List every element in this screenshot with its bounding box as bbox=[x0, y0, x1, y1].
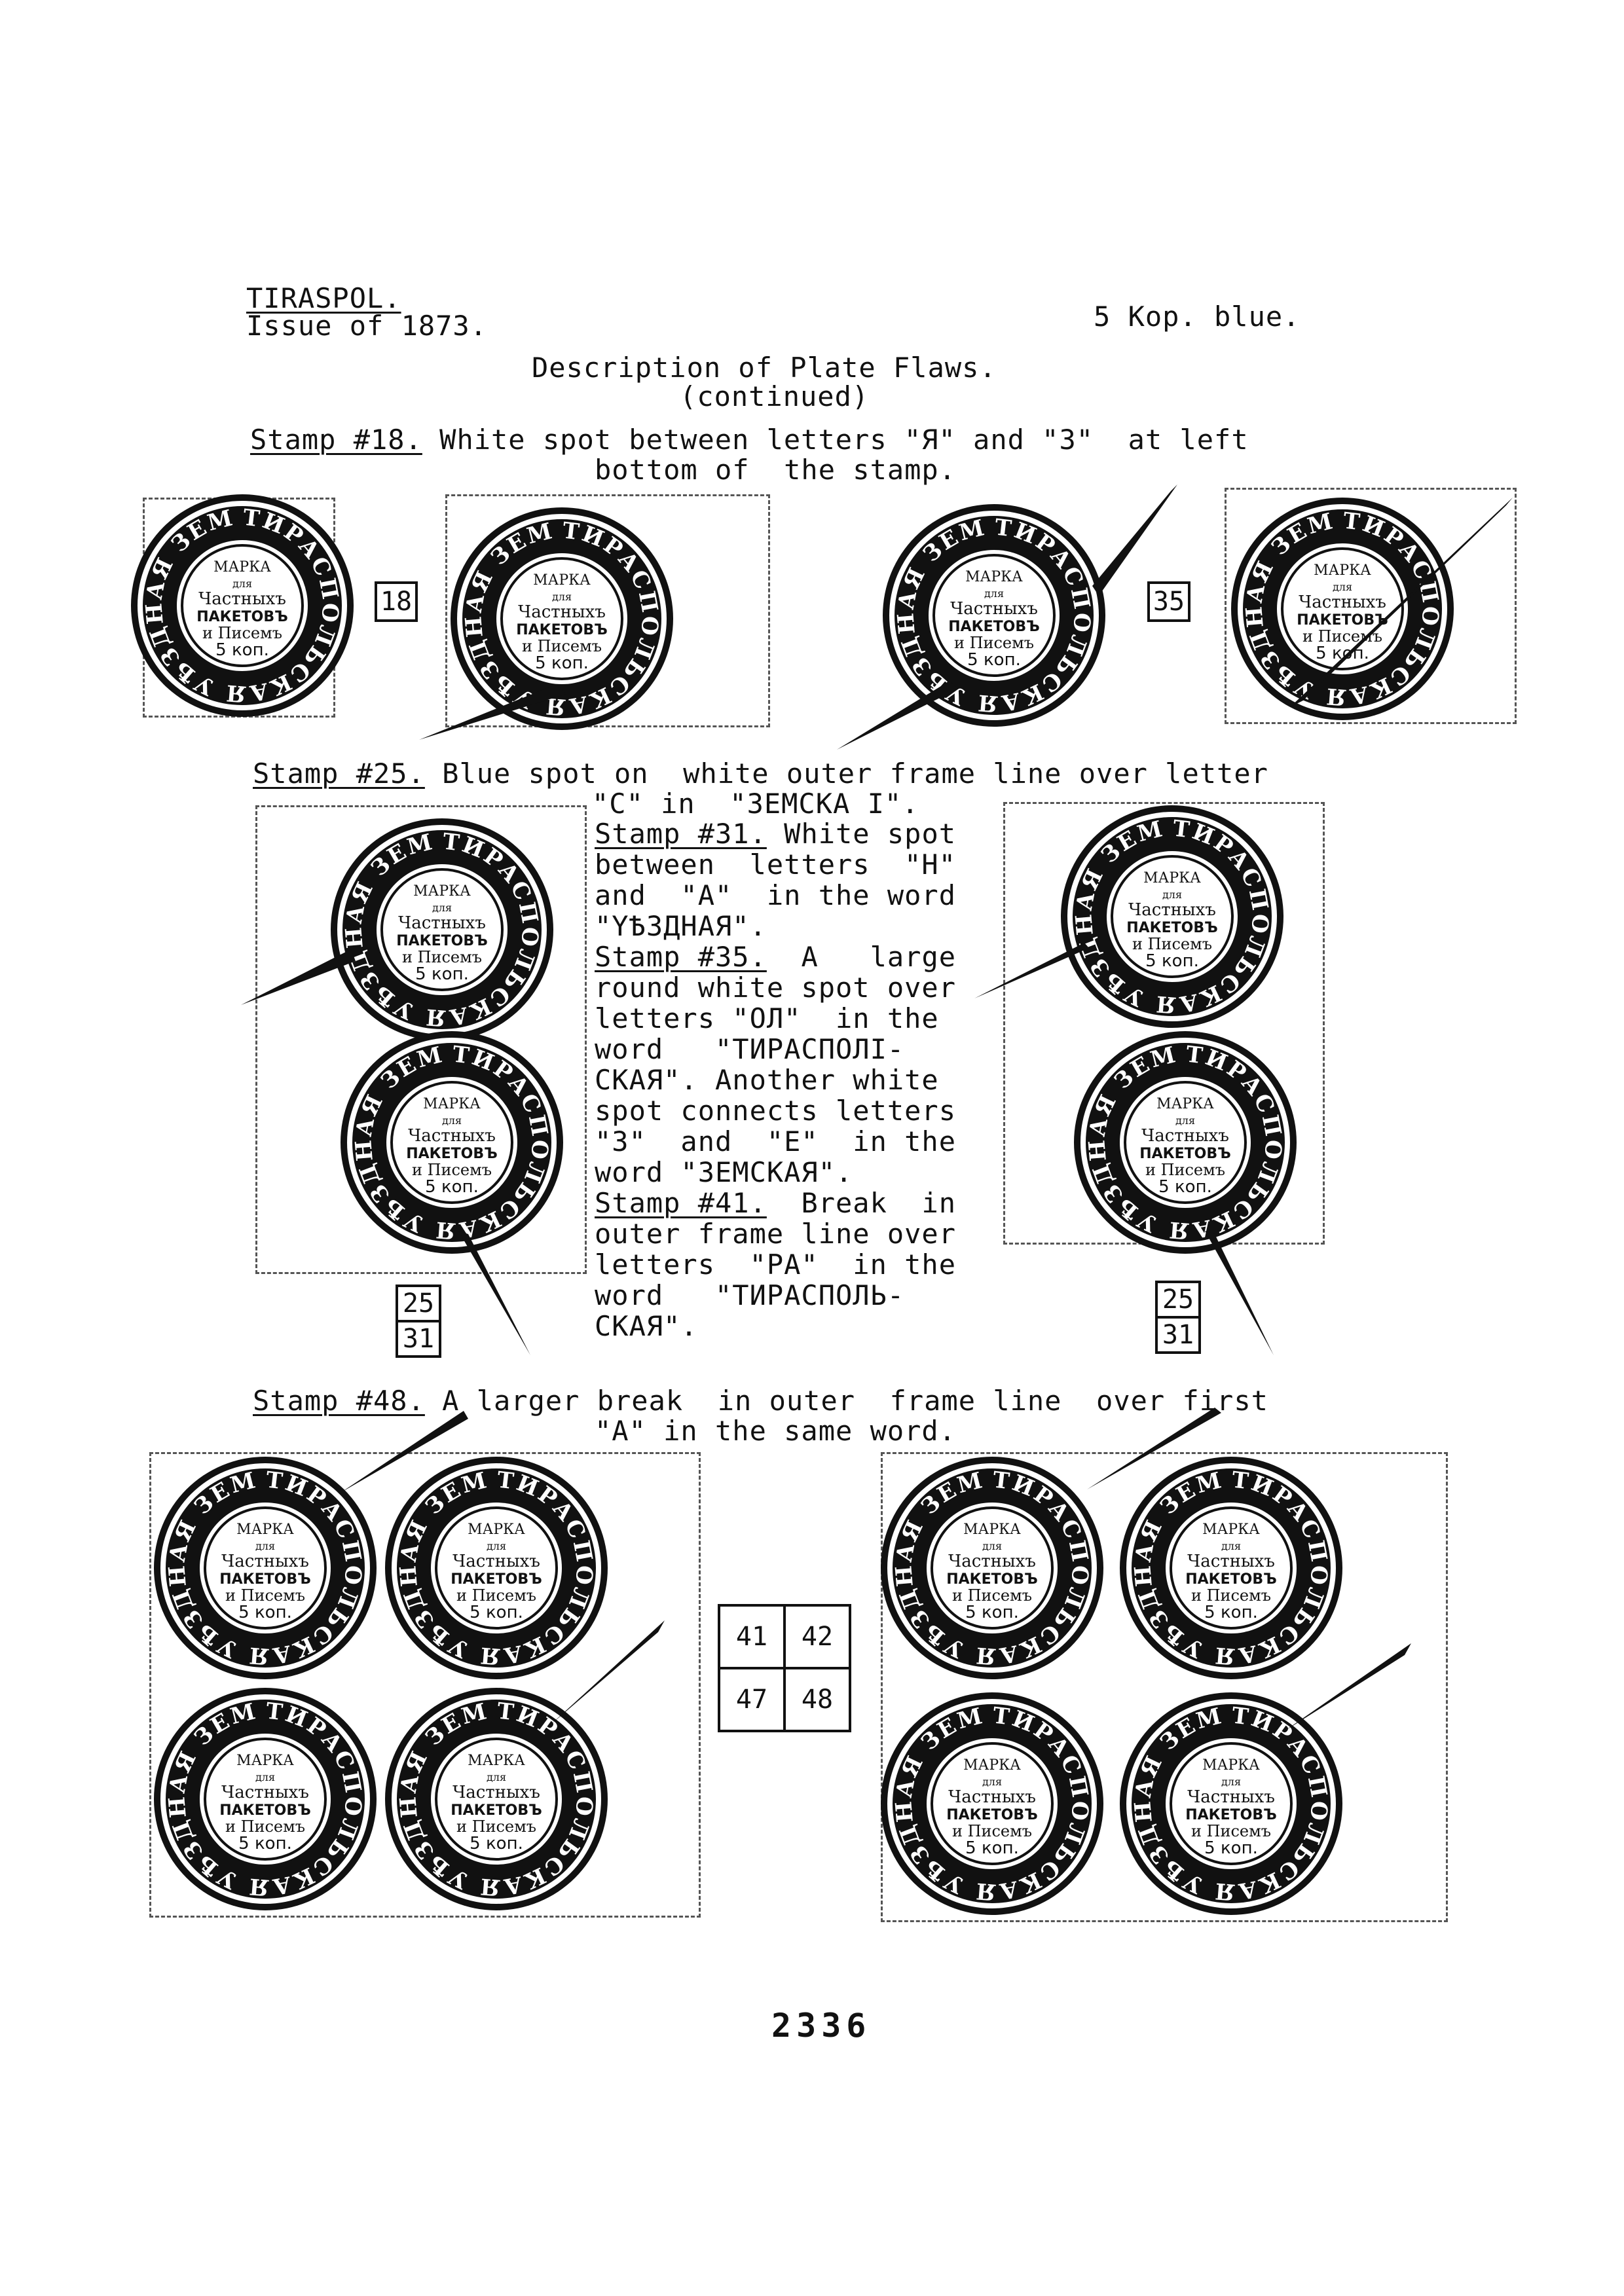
stamp25-description bbox=[253, 758, 1268, 789]
position-box-31-right: 31 bbox=[1155, 1316, 1201, 1354]
stamp35-line: "3" and "E" in the bbox=[595, 1125, 957, 1157]
block-grid-cell-48: 48 bbox=[783, 1667, 851, 1732]
stamp48-text2: "A" in the same word. bbox=[595, 1415, 957, 1447]
position-box-31-left: 31 bbox=[396, 1320, 441, 1358]
stamp18-label: Stamp #18. bbox=[250, 424, 422, 456]
header-issue: Issue of 1873. bbox=[246, 310, 488, 342]
stamp31-rest: White spot bbox=[766, 818, 957, 850]
page-number: 2336 bbox=[771, 2007, 872, 2045]
flaw-pointer-arrow bbox=[1087, 1408, 1225, 1493]
stamp-image-25-b bbox=[1061, 805, 1283, 1028]
stamp-image-47-b bbox=[881, 1692, 1103, 1915]
stamp31-heading bbox=[595, 818, 956, 849]
stamp-image-47-a bbox=[154, 1688, 377, 1910]
block-grid-cell-47: 47 bbox=[718, 1667, 786, 1732]
flaw-pointer-arrow bbox=[1283, 1643, 1414, 1735]
stamp31-line: and "A" in the word bbox=[595, 879, 957, 911]
stamp41-line: CKAЯ". bbox=[595, 1310, 698, 1342]
flaw-pointer-arrow bbox=[550, 1620, 668, 1732]
stamp-image-31-b bbox=[1074, 1031, 1297, 1254]
title-line1: Description of Plate Flaws. bbox=[532, 352, 997, 384]
header-value: 5 Kop. blue. bbox=[1094, 301, 1301, 333]
block-grid-cell-41: 41 bbox=[718, 1604, 786, 1669]
stamp35-line: CKAЯ". Another white bbox=[595, 1064, 939, 1096]
flaw-pointer-arrow bbox=[458, 1231, 537, 1362]
stamp-image-41-b bbox=[881, 1457, 1103, 1679]
stamp35-line: word "ЗEMCKAЯ". bbox=[595, 1156, 853, 1188]
stamp31-label: Stamp #31. bbox=[595, 818, 767, 850]
stamp25-text1: Blue spot on white outer frame line over letter bbox=[424, 757, 1268, 790]
flaw-pointer-arrow bbox=[341, 1411, 471, 1496]
stamp31-line: between letters "H" bbox=[595, 848, 957, 881]
stamp25-text2: "C" in "ЗEMCKA I". bbox=[592, 788, 919, 820]
stamp-image-25-a bbox=[331, 818, 553, 1041]
title-line2: (continued) bbox=[680, 380, 870, 412]
position-box-35: 35 bbox=[1147, 581, 1190, 622]
stamp41-line: letters "PA" in the bbox=[595, 1248, 957, 1281]
stamp41-heading bbox=[595, 1188, 956, 1218]
stamp35-label: Stamp #35. bbox=[595, 941, 767, 973]
stamp48-text1: A larger break in outer frame line over first bbox=[424, 1385, 1268, 1417]
position-box-25-left: 25 bbox=[396, 1285, 441, 1322]
header-city: TIRASPOL. bbox=[246, 282, 401, 314]
stamp18-text2: bottom of the stamp. bbox=[595, 454, 957, 486]
stamp41-line: outer frame line over bbox=[595, 1218, 957, 1250]
block-grid-cell-42: 42 bbox=[783, 1604, 851, 1669]
stamp18-text1: White spot between letters "Я" and "3" at left bbox=[422, 424, 1249, 456]
stamp-image-31-a bbox=[341, 1031, 563, 1254]
position-box-18: 18 bbox=[375, 581, 418, 622]
stamp35-line: letters "ОЛ" in the bbox=[595, 1002, 939, 1034]
stamp18-description bbox=[250, 424, 1249, 455]
stamp35-heading bbox=[595, 941, 956, 972]
stamp25-label: Stamp #25. bbox=[253, 757, 425, 790]
flaw-pointer-arrow bbox=[1277, 498, 1519, 714]
position-box-25-right: 25 bbox=[1155, 1281, 1201, 1319]
flaw-pointer-arrow bbox=[974, 943, 1092, 1002]
flaw-pointer-arrow bbox=[1205, 1231, 1277, 1362]
stamp35-rest: A large bbox=[766, 941, 957, 973]
stamp35-line: spot connects letters bbox=[595, 1095, 957, 1127]
stamp41-rest: Break in bbox=[766, 1187, 957, 1219]
stamp48-label: Stamp #48. bbox=[253, 1385, 425, 1417]
stamp-image-18-a bbox=[131, 494, 354, 717]
flaw-pointer-arrow bbox=[837, 681, 961, 753]
stamp41-line: word "ТИРАСПОЛЬ- bbox=[595, 1279, 905, 1311]
stamp41-label: Stamp #41. bbox=[595, 1187, 767, 1219]
stamp35-line: round white spot over bbox=[595, 972, 957, 1004]
stamp35-line: word "ТИРАСПОЛI- bbox=[595, 1033, 905, 1065]
flaw-pointer-arrow bbox=[241, 949, 359, 1008]
flaw-pointer-arrow bbox=[419, 681, 576, 746]
stamp31-line: "YѢЗДНАЯ". bbox=[595, 910, 767, 942]
